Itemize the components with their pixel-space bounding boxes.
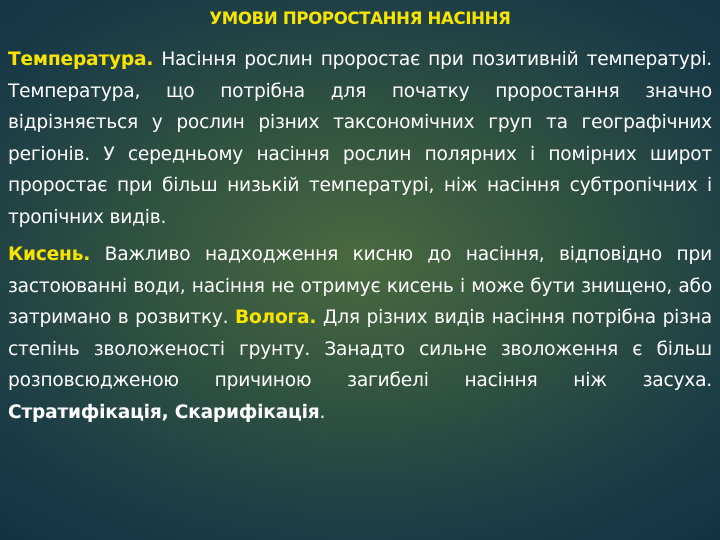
page-title: УМОВИ ПРОРОСТАННЯ НАСІННЯ xyxy=(209,9,511,28)
temperature-text: Насіння рослин проростає при позитивній температурі. Температура, що потрібна для початку проростання значно відрізняється у рослин різних таксономічних груп та географічних регіонів. У середньому насіння рослин полярних і помірних широт проростає при більш низькій температурі, ніж насіння субтропічних і тропічних видів. xyxy=(8,49,712,228)
keyword-moisture: Волога. xyxy=(235,307,317,328)
keyword-oxygen: Кисень. xyxy=(8,244,91,265)
paragraph-oxygen-moisture xyxy=(8,239,712,428)
oxygen-text: Важливо надходження кисню до насіння, відповідно при застоюванні води, насіння не отримує кисень і може бути знищено, або затримано в розвитку. xyxy=(8,244,712,328)
keyword-temperature: Температура. xyxy=(8,49,154,70)
paragraph-temperature xyxy=(8,44,712,233)
stratification-text: Стратифікація, Скарифікація xyxy=(8,401,320,423)
stratification-period: . xyxy=(319,401,326,423)
moisture-text: Для різних видів насіння потрібна різна степінь зволоженості грунту. Занадто сильне зволоження є більш розповсюдженою причиною загибелі насіння ніж засуха. xyxy=(8,307,712,391)
